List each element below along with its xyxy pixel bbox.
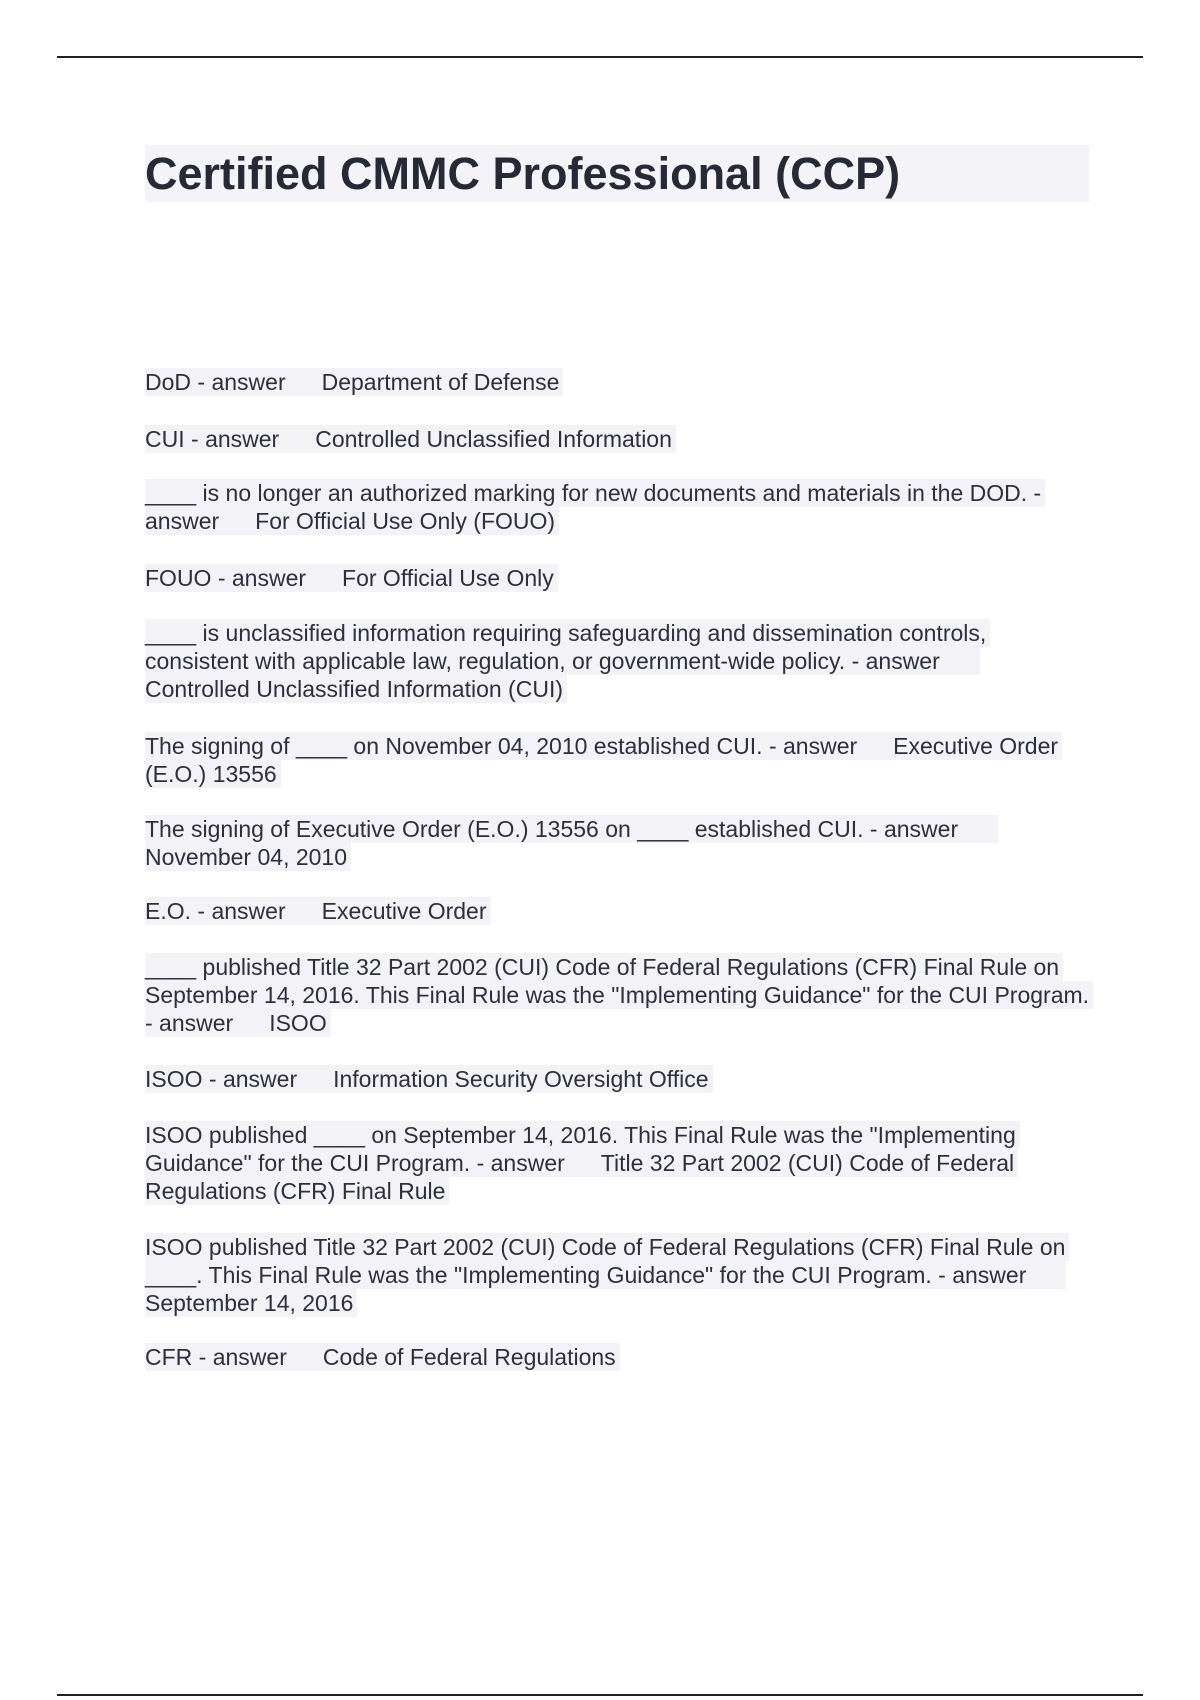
card-question: ____ is no longer an authorized marking for new documents and materials in the DOD. bbox=[145, 480, 1028, 506]
card-question: E.O. bbox=[145, 898, 192, 924]
card-question: ISOO bbox=[145, 1066, 203, 1092]
answer-separator: - answer bbox=[145, 1010, 234, 1036]
answer-separator: - answer bbox=[197, 369, 286, 395]
card-answer: Information Security Oversight Office bbox=[333, 1066, 709, 1092]
flashcard bbox=[145, 564, 558, 592]
answer-separator: - answer bbox=[938, 1262, 1027, 1288]
answer-separator: - answer bbox=[476, 1150, 565, 1176]
card-answer: Code of Federal Regulations bbox=[322, 1344, 616, 1370]
card-answer: Controlled Unclassified Information (CUI) bbox=[145, 676, 563, 702]
card-answer: Executive Order (E.O.) 13556 bbox=[145, 733, 1059, 787]
flashcard bbox=[145, 1065, 713, 1093]
card-question: FOUO bbox=[145, 565, 212, 591]
card-question: The signing of Executive Order (E.O.) 13556 on ____ established CUI. bbox=[145, 816, 864, 842]
card-question: CUI bbox=[145, 426, 185, 452]
answer-separator: - answer bbox=[145, 480, 1042, 534]
card-answer: ISOO bbox=[269, 1010, 327, 1036]
flashcard bbox=[145, 953, 1095, 1037]
card-answer: November 04, 2010 bbox=[145, 844, 348, 870]
page-title: Certified CMMC Professional (CCP) bbox=[145, 148, 901, 199]
header-rule bbox=[57, 56, 1143, 58]
flashcard bbox=[145, 619, 1045, 703]
answer-separator: - answer bbox=[217, 565, 307, 591]
answer-separator: - answer bbox=[851, 648, 940, 674]
answer-separator: - answer bbox=[197, 898, 286, 924]
answer-separator: - answer bbox=[208, 1066, 298, 1092]
answer-separator: - answer bbox=[869, 816, 959, 842]
card-answer: Title 32 Part 2002 (CUI) Code of Federal Regulations (CFR) Final Rule bbox=[145, 1150, 1015, 1204]
card-question: The signing of ____ on November 04, 2010 established CUI. bbox=[145, 733, 763, 759]
answer-separator: - answer bbox=[191, 426, 280, 452]
flashcard bbox=[145, 815, 1045, 871]
answer-separator: - answer bbox=[198, 1344, 287, 1370]
card-answer: Controlled Unclassified Information bbox=[315, 426, 672, 452]
card-answer: Department of Defense bbox=[321, 369, 560, 395]
card-question: DoD bbox=[145, 369, 192, 395]
card-question: ____ is unclassified information requiring safeguarding and dissemination controls, consistent with applicable law, regulation, or government-wide policy. bbox=[145, 620, 987, 674]
footer-rule bbox=[57, 1694, 1143, 1696]
card-answer: Executive Order bbox=[321, 898, 487, 924]
card-question: ISOO published Title 32 Part 2002 (CUI) Code of Federal Regulations (CFR) Final Rule on ____. This Final Rule was the "Implementing Guidance" for the CUI Program. bbox=[145, 1234, 1066, 1288]
card-answer: For Official Use Only (FOUO) bbox=[255, 508, 556, 534]
card-question: CFR bbox=[145, 1344, 193, 1370]
card-answer: September 14, 2016 bbox=[145, 1290, 354, 1316]
flashcard bbox=[145, 732, 1065, 788]
flashcard bbox=[145, 1343, 620, 1371]
card-question: ISOO published ____ on September 14, 2016. This Final Rule was the "Implementing Guidance" for the CUI Program. bbox=[145, 1122, 1016, 1176]
flashcard bbox=[145, 1233, 1095, 1317]
flashcard bbox=[145, 897, 491, 925]
answer-separator: - answer bbox=[768, 733, 858, 759]
flashcard bbox=[145, 1121, 1085, 1205]
card-answer: For Official Use Only bbox=[342, 565, 554, 591]
flashcard bbox=[145, 479, 1090, 535]
flashcard bbox=[145, 425, 676, 453]
flashcard bbox=[145, 368, 563, 396]
card-question: ____ published Title 32 Part 2002 (CUI) Code of Federal Regulations (CFR) Final Rule on September 14, 2016. This Final Rule was the "Implementing Guidance" for the CUI Program. bbox=[145, 954, 1090, 1008]
